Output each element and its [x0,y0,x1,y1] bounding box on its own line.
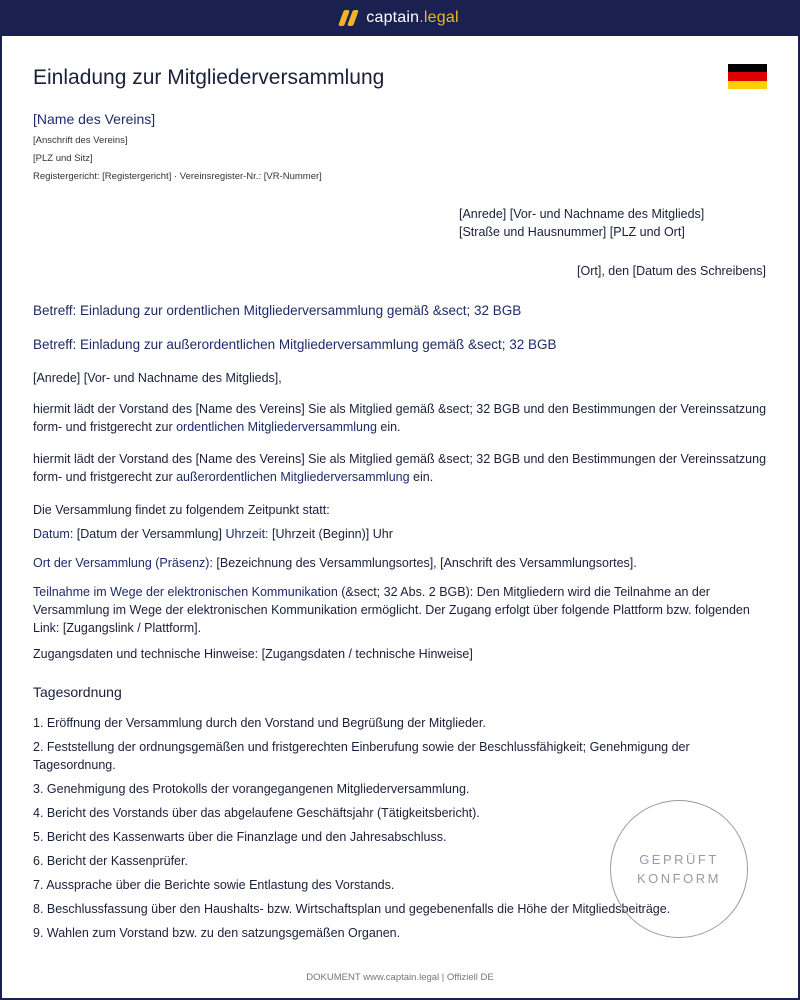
page-footer: DOKUMENT www.captain.legal | Offiziell DE [306,972,494,983]
salutation: [Anrede] [Vor- und Nachname des Mitglieds], [33,371,282,385]
org-plz: [PLZ und Sitz] [33,153,93,164]
paragraph-extraordinary: hiermit lädt der Vorstand des [Name des Vereins] Sie als Mitglied gemäß &sect; 32 BGB und den Bestimmungen der Vereinssatzung form- und fristgerecht zur außerordentlichen Mitgliederversammlung ein. [33,452,767,484]
recipient-name: [Anrede] [Vor- und Nachname des Mitglieds] [459,207,705,221]
place-line: Ort der Versammlung (Präsenz): [Bezeichnung des Versammlungsortes], [Anschrift des Versammlungsortes]. [33,556,637,570]
time-intro: Die Versammlung findet zu folgendem Zeitpunkt statt: [33,503,330,517]
logo-icon [341,10,356,26]
agenda-heading: Tagesordnung [33,684,122,700]
top-bar [0,0,800,36]
brand-logo[interactable]: captain.legal [366,9,459,26]
document-title: Einladung zur Mitgliederversammlung [33,66,385,89]
agenda-item: 6. Bericht der Kassenprüfer. [33,854,188,868]
recipient-address: [Straße und Hausnummer] [PLZ und Ort] [459,225,685,239]
approval-stamp: GEPRÜFT KONFORM [610,800,748,938]
access-info: Zugangsdaten und technische Hinweise: [Zugangsdaten / technische Hinweise] [33,647,473,661]
paragraph-ordinary: hiermit lädt der Vorstand des [Name des Vereins] Sie als Mitglied gemäß &sect; 32 BGB und den Bestimmungen der Vereinssatzung form- und fristgerecht zur ordentlichen Mitgliederversammlung ein. [33,402,767,434]
date-time-line: Datum: [Datum der Versammlung] Uhrzeit: [Uhrzeit (Beginn)] Uhr [33,527,393,541]
subject-ordinary: Betreff: Einladung zur ordentlichen Mitgliederversammlung gemäß &sect; 32 BGB [33,303,522,318]
register-info: Registergericht: [Registergericht] · Vereinsregister-Nr.: [VR-Nummer] [33,171,322,182]
subject-extraordinary: Betreff: Einladung zur außerordentlichen Mitgliederversammlung gemäß &sect; 32 BGB [33,337,557,352]
document-page [2,36,798,998]
german-flag-icon [728,64,767,89]
date-line: [Ort], den [Datum des Schreibens] [577,264,766,278]
org-name: [Name des Vereins] [33,111,156,127]
agenda-item: 3. Genehmigung des Protokolls der vorangegangenen Mitgliederversammlung. [33,782,470,796]
online-participation: Teilnahme im Wege der elektronischen Kommunikation (&sect; 32 Abs. 2 BGB): Den Mitgliedern wird die Teilnahme an der Versammlung im Wege der elektronischen Kommunikation ermöglicht. Der Zugang erfolgt über folgende Plattform bzw. folgenden Link: [Zugangslink / Plattform]. [33,585,750,635]
agenda-item: 8. Beschlussfassung über den Haushalts- bzw. Wirtschaftsplan und gegebenenfalls die Höhe der Mitgliedsbeiträge. [33,902,671,916]
agenda-item: 9. Wahlen zum Vorstand bzw. zu den satzungsgemäßen Organen. [33,926,401,940]
agenda-item: 1. Eröffnung der Versammlung durch den Vorstand und Begrüßung der Mitglieder. [33,716,486,730]
org-address: [Anschrift des Vereins] [33,135,128,146]
agenda-item: 4. Bericht des Vorstands über das abgelaufene Geschäftsjahr (Tätigkeitsbericht). [33,806,480,820]
agenda-item: 7. Aussprache über die Berichte sowie Entlastung des Vorstands. [33,878,395,892]
agenda-item: 5. Bericht des Kassenwarts über die Finanzlage und den Jahresabschluss. [33,830,447,844]
agenda-item: 2. Feststellung der ordnungsgemäßen und fristgerechten Einberufung sowie der Beschlussfähigkeit; Genehmigung der Tagesordnung. [33,740,690,772]
